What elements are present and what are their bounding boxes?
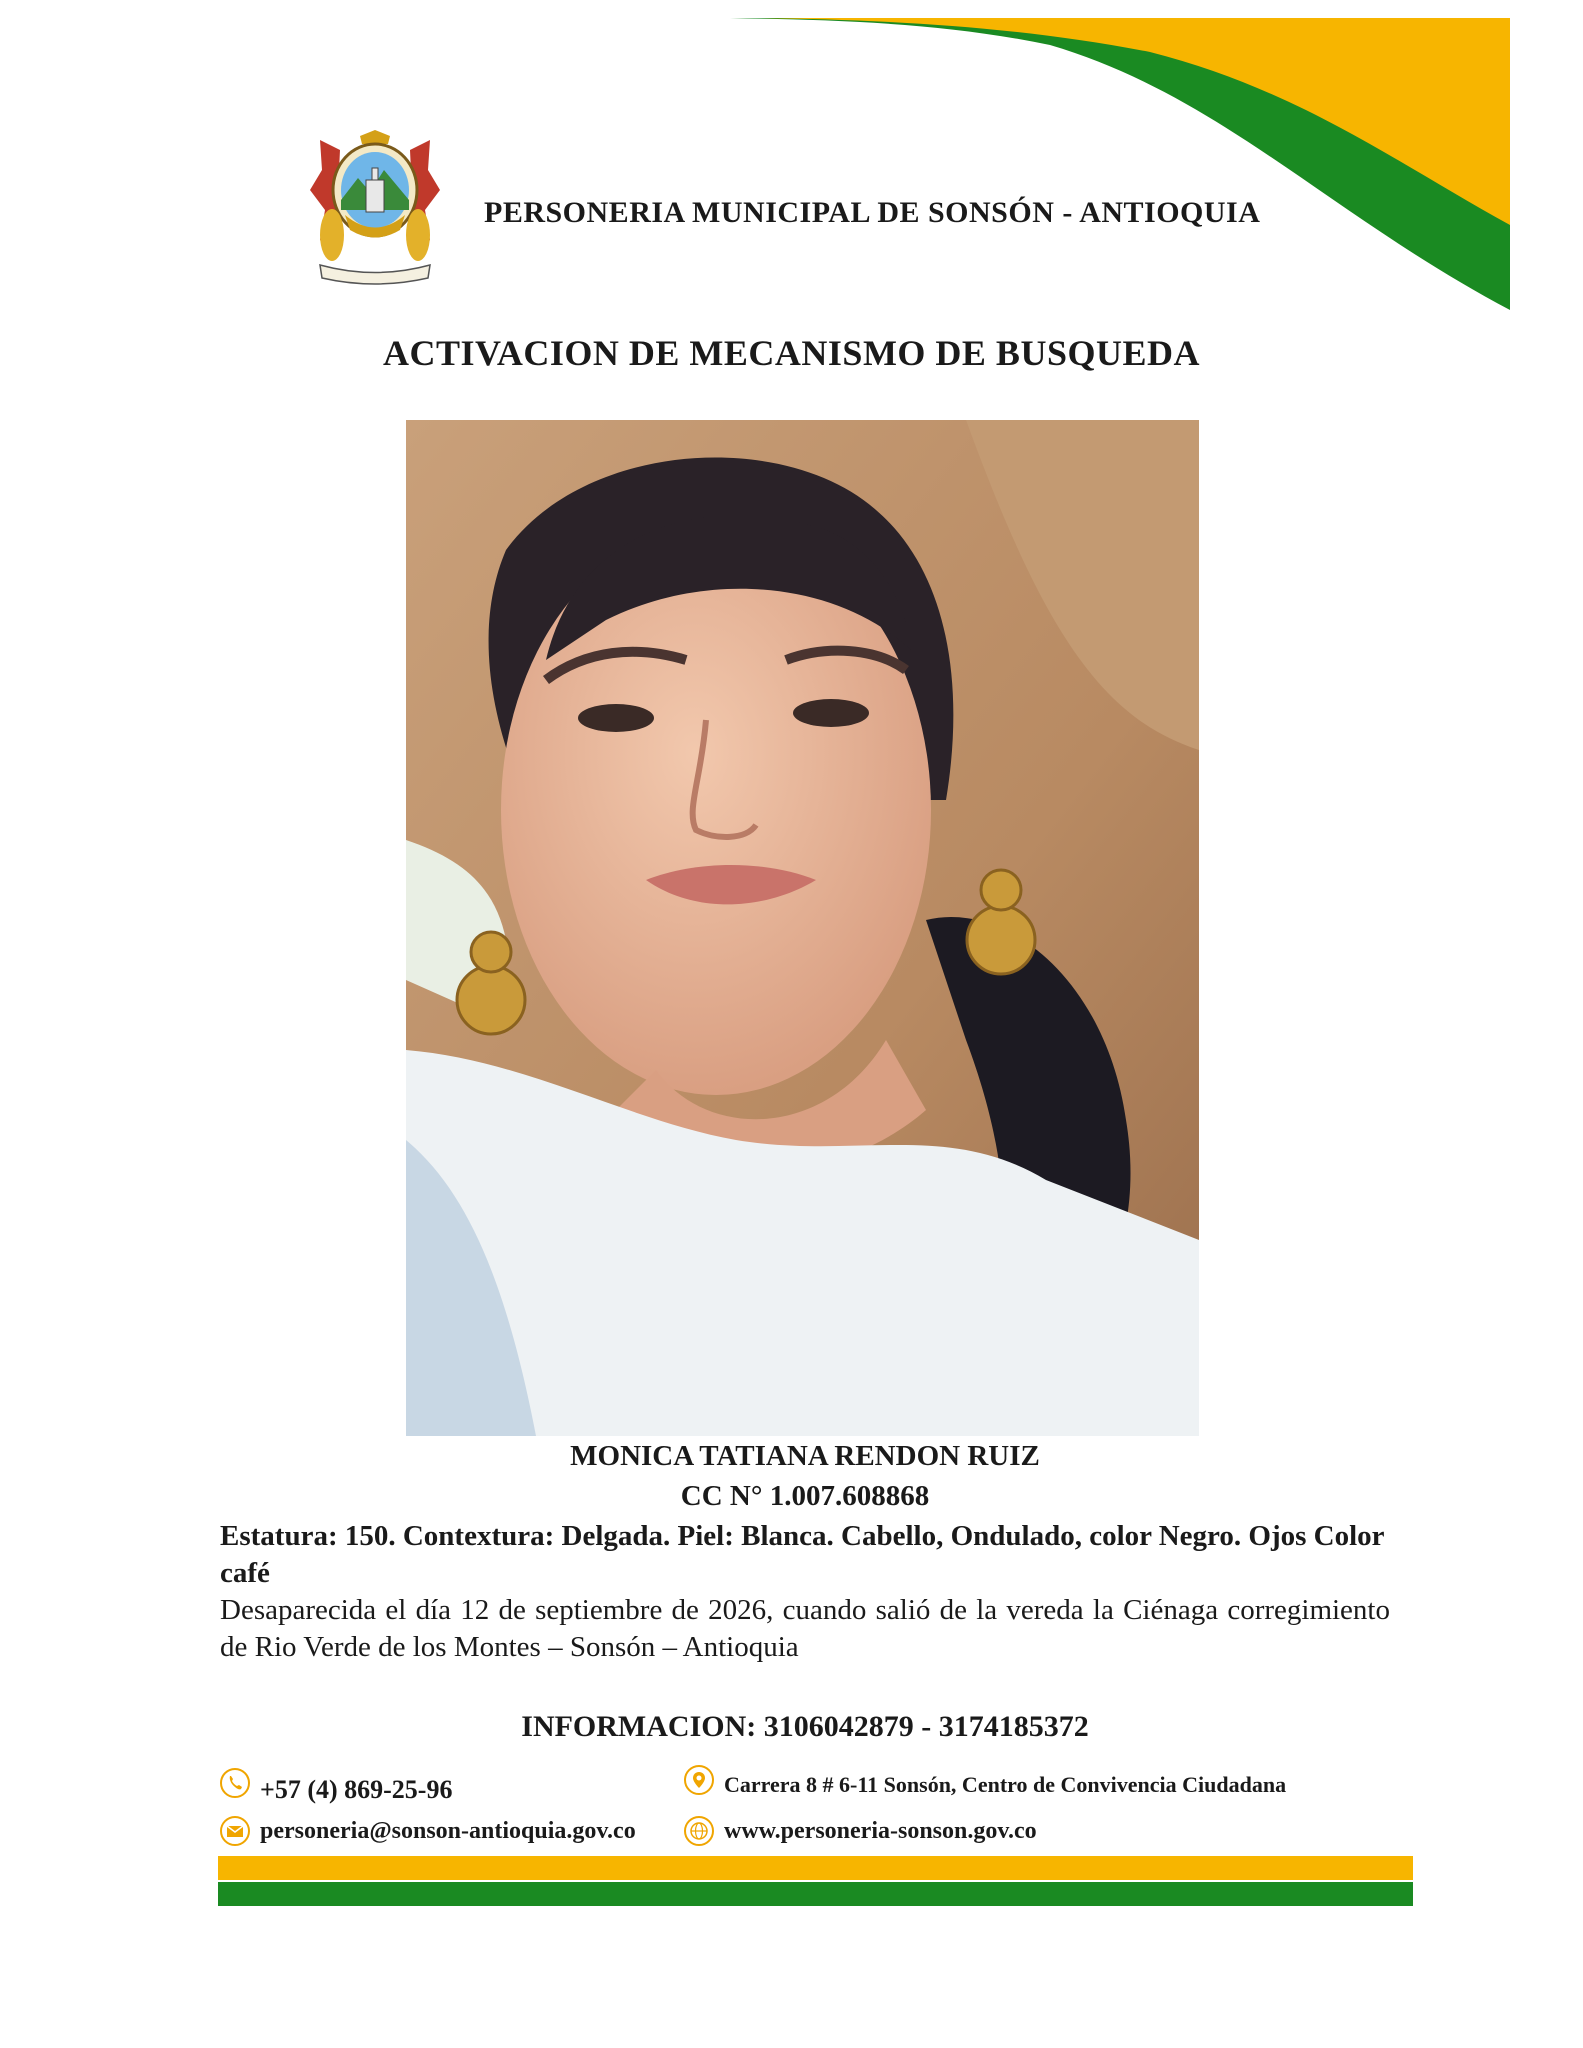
document-title: ACTIVACION DE MECANISMO DE BUSQUEDA (383, 333, 1200, 373)
contact-address (684, 1772, 1286, 1798)
street-address: Carrera 8 # 6-11 Sonsón, Centro de Convivencia Ciudadana (724, 1772, 1287, 1797)
phone-number[interactable]: +57 (4) 869-25-96 (260, 1775, 453, 1804)
organization-title: PERSONERIA MUNICIPAL DE SONSÓN - ANTIOQUIA (484, 196, 1261, 229)
person-id-number: CC N° 1.007.608868 (680, 1480, 930, 1512)
footer-yellow-bar (218, 1856, 1413, 1880)
location-pin-icon (684, 1765, 714, 1795)
globe-icon (684, 1816, 714, 1846)
contact-phone (220, 1775, 452, 1805)
contact-email (220, 1816, 636, 1846)
email-address[interactable]: personeria@sonson-antioquia.gov.co (260, 1817, 636, 1844)
missing-person-photo (406, 420, 1199, 1436)
physical-description: Estatura: 150. Contextura: Delgada. Piel: Blanca. Cabello, Ondulado, color Negro. Ojos Color café (220, 1520, 1384, 1589)
municipal-crest-icon (300, 130, 450, 290)
email-icon (220, 1816, 250, 1846)
contact-website (684, 1816, 1037, 1846)
person-description (220, 1518, 1390, 1666)
footer-green-bar (218, 1882, 1413, 1906)
missing-details: Desaparecida el día 12 de septiembre de 2026, cuando salió de la vereda la Ciénaga corregimiento de Rio Verde de los Montes – Sonsón – Antioquia (220, 1594, 1390, 1663)
information-phone-line: INFORMACION: 3106042879 - 3174185372 (521, 1710, 1089, 1743)
website-url[interactable]: www.personeria-sonson.gov.co (724, 1817, 1037, 1844)
person-name: MONICA TATIANA RENDON RUIZ (570, 1440, 1040, 1472)
header-wave-decoration (0, 0, 1583, 330)
phone-icon (220, 1768, 250, 1798)
